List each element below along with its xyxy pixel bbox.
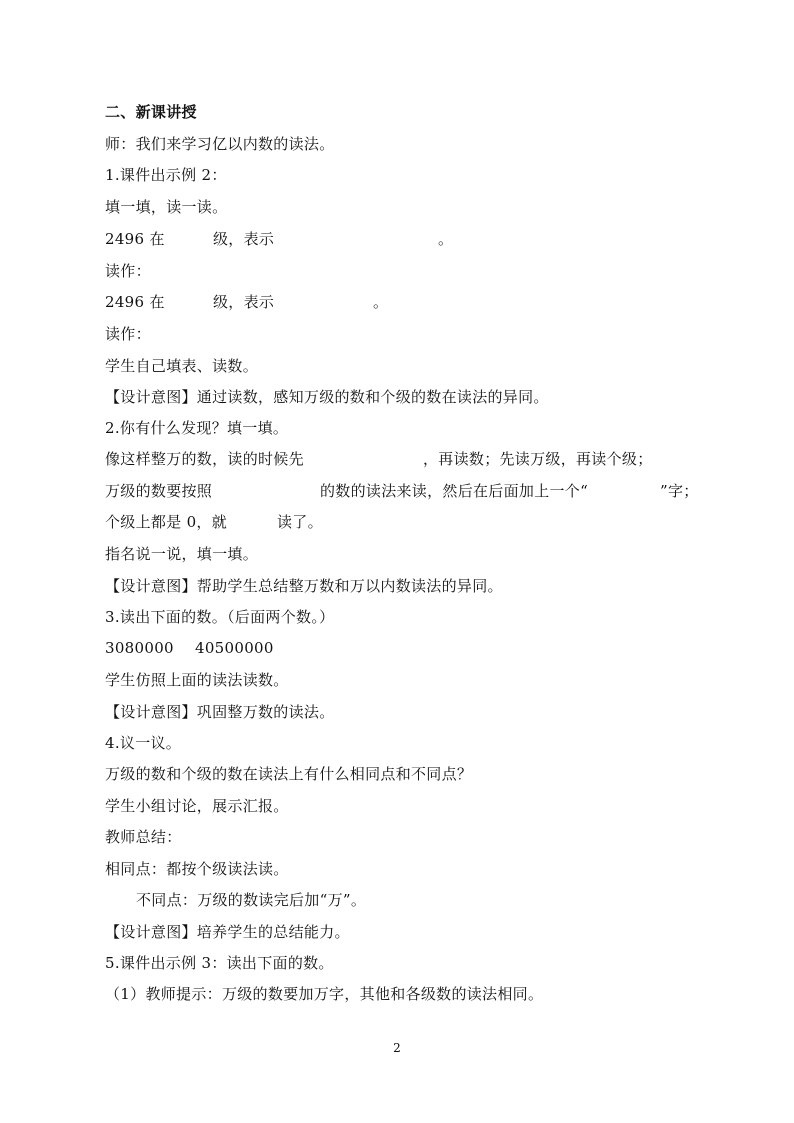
text-fragment: ”字； bbox=[660, 482, 699, 500]
text-line: 指名说一说，填一填。 bbox=[105, 545, 259, 563]
text-line: 万级的数和个级的数在读法上有什么相同点和不同点？ bbox=[105, 765, 473, 783]
design-intent-line: 【设计意图】帮助学生总结整万数和万以内数读法的异同。 bbox=[105, 577, 503, 595]
text-line: 师：我们来学习亿以内数的读法。 bbox=[105, 135, 335, 153]
text-line: 读作： bbox=[105, 325, 151, 343]
text-fragment: 2496 在 bbox=[105, 293, 165, 311]
text-line: 教师总结： bbox=[105, 828, 182, 846]
text-fragment: 2496 在 bbox=[105, 230, 165, 248]
text-fragment: 。 bbox=[438, 230, 454, 248]
text-line: 5.课件出示例 3：读出下面的数。 bbox=[105, 954, 334, 972]
text-line: 学生自己填表、读数。 bbox=[105, 357, 259, 375]
number-item: 40500000 bbox=[195, 639, 274, 657]
text-fragment: ，再读数；先读万级，再读个级； bbox=[423, 450, 653, 468]
page-number: 2 bbox=[393, 1041, 401, 1055]
text-fragment: 读了。 bbox=[277, 513, 323, 531]
text-line: 学生仿照上面的读法读数。 bbox=[105, 671, 289, 689]
text-fragment: 万级的数要按照 bbox=[105, 482, 213, 500]
text-line: 4.议一议。 bbox=[105, 734, 182, 752]
text-line: 1.课件出示例 2： bbox=[105, 166, 227, 184]
text-line: 不同点：万级的数读完后加“万”。 bbox=[136, 891, 367, 909]
number-item: 3080000 bbox=[105, 639, 174, 657]
section-heading: 二、新课讲授 bbox=[105, 103, 197, 121]
text-fragment: 级，表示 bbox=[213, 293, 275, 311]
text-line: （1）教师提示：万级的数要加万字，其他和各级数的读法相同。 bbox=[105, 985, 544, 1003]
design-intent-line: 【设计意图】培养学生的总结能力。 bbox=[105, 923, 350, 941]
text-line: 2.你有什么发现？填一填。 bbox=[105, 419, 289, 437]
text-line: 相同点：都按个级读法读。 bbox=[105, 860, 289, 878]
text-fragment: 个级上都是 0，就 bbox=[105, 513, 228, 531]
design-intent-line: 【设计意图】巩固整万数的读法。 bbox=[105, 703, 335, 721]
text-fragment: 的数的读法来读，然后在后面加上一个“ bbox=[320, 482, 589, 500]
text-fragment: 。 bbox=[373, 293, 389, 311]
text-line: 填一填，读一读。 bbox=[105, 198, 228, 216]
text-line: 3.读出下面的数。（后面两个数。） bbox=[105, 608, 335, 626]
text-fragment: 级，表示 bbox=[213, 230, 275, 248]
text-line: 学生小组讨论，展示汇报。 bbox=[105, 797, 289, 815]
text-fragment: 像这样整万的数，读的时候先 bbox=[105, 450, 304, 468]
design-intent-line: 【设计意图】通过读数，感知万级的数和个级的数在读法的异同。 bbox=[105, 388, 549, 406]
text-line: 读作： bbox=[105, 262, 151, 280]
